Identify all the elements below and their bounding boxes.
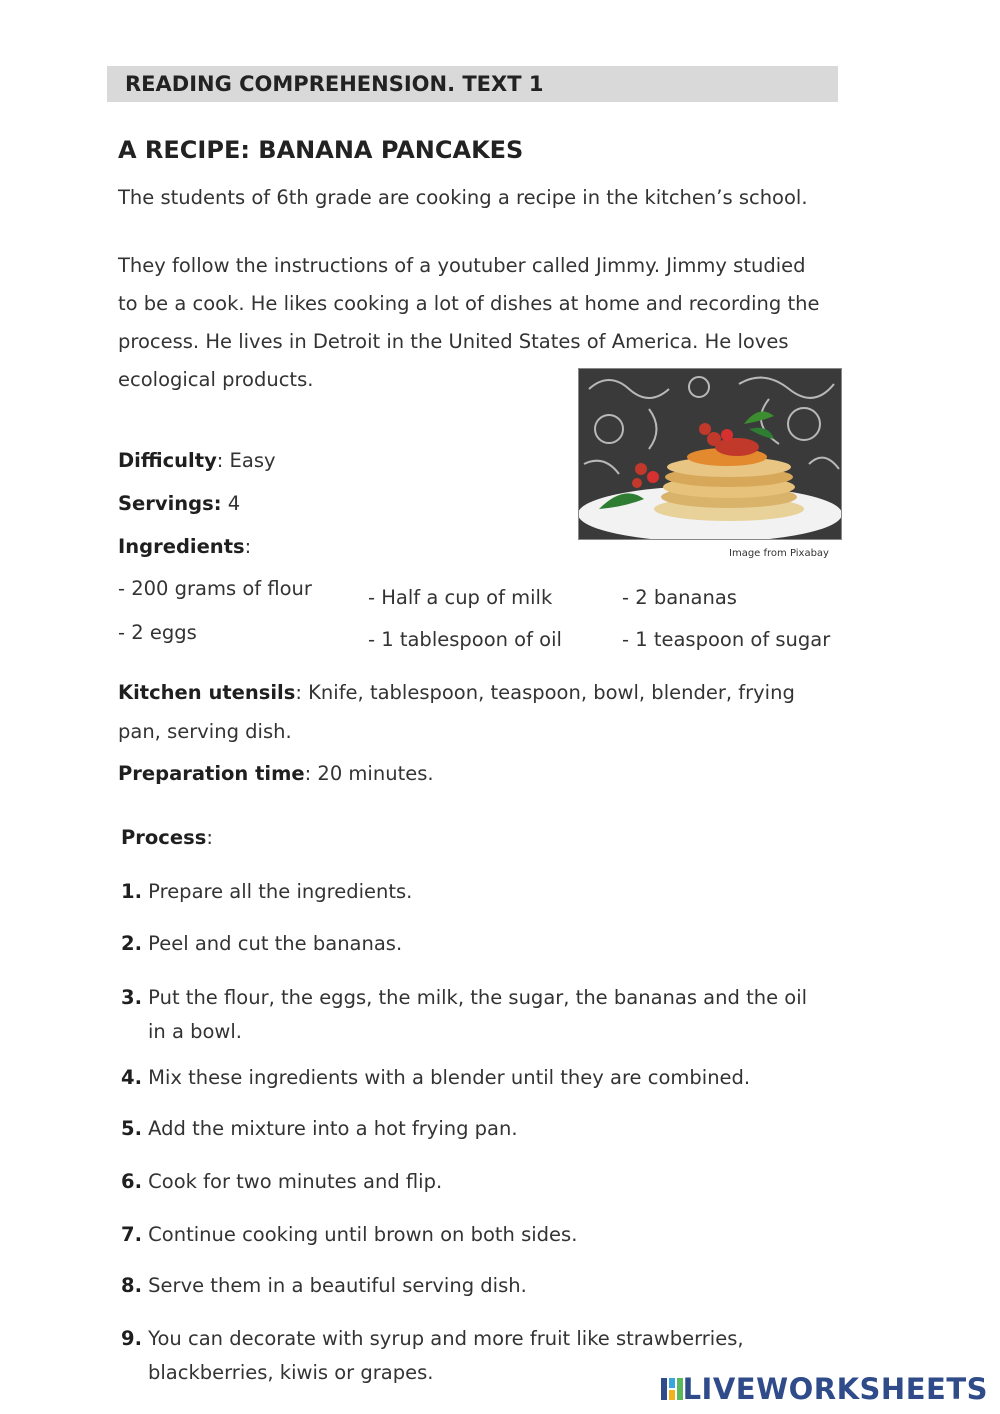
ingredient-item: - Half a cup of milk	[368, 586, 553, 609]
paragraph-line: ecological products.	[118, 368, 314, 391]
step-number: 5.	[121, 1117, 142, 1140]
step-number: 2.	[121, 932, 142, 955]
process-step	[121, 986, 807, 1009]
step-text-line-2: blackberries, kiwis or grapes.	[148, 1361, 434, 1384]
process-colon: :	[206, 826, 213, 849]
step-number: 1.	[121, 880, 142, 903]
step-text: Peel and cut the bananas.	[141, 932, 403, 955]
process-step	[121, 1274, 527, 1297]
process-label: Process	[121, 826, 207, 849]
process-step	[121, 1327, 744, 1350]
difficulty-label: Difficulty	[118, 449, 217, 472]
step-text: Put the flour, the eggs, the milk, the sugar, the bananas and the oil	[141, 986, 808, 1009]
utensils-text: : Knife, tablespoon, teaspoon, bowl, blender, frying	[295, 681, 795, 704]
utensils-line-2: pan, serving dish.	[118, 720, 292, 743]
step-text: Mix these ingredients with a blender until they are combined.	[141, 1066, 751, 1089]
paragraph-line: They follow the instructions of a youtuber called Jimmy. Jimmy studied	[118, 254, 806, 277]
pancake-photo-icon	[579, 369, 841, 539]
intro-text: The students of 6th grade are cooking a recipe in the kitchen’s school.	[118, 186, 808, 209]
ingredients-colon: :	[244, 535, 252, 558]
step-text: Serve them in a beautiful serving dish.	[141, 1274, 527, 1297]
recipe-title: A RECIPE: BANANA PANCAKES	[118, 136, 524, 164]
ingredient-item: - 2 bananas	[622, 586, 737, 609]
step-number: 3.	[121, 986, 142, 1009]
ingredients-heading	[118, 535, 251, 558]
ingredient-item: - 2 eggs	[118, 621, 197, 644]
process-step	[121, 1117, 518, 1140]
process-step	[121, 932, 402, 955]
process-heading	[121, 826, 213, 849]
ingredient-item: - 200 grams of flour	[118, 577, 312, 600]
pancake-photo	[578, 368, 842, 540]
step-number: 4.	[121, 1066, 142, 1089]
step-text: Cook for two minutes and flip.	[141, 1170, 443, 1193]
difficulty-value: : Easy	[216, 449, 276, 472]
step-text-line-2: in a bowl.	[148, 1020, 242, 1043]
ingredient-item: - 1 teaspoon of sugar	[622, 628, 831, 651]
liveworksheets-icon	[661, 1376, 683, 1402]
utensils-label: Kitchen utensils	[118, 681, 296, 704]
difficulty-line	[118, 449, 276, 472]
ingredient-item: - 1 tablespoon of oil	[368, 628, 562, 651]
servings-value: 4	[221, 492, 241, 515]
process-step	[121, 1066, 750, 1089]
process-step	[121, 880, 412, 903]
step-text: You can decorate with syrup and more fruit like strawberries,	[141, 1327, 744, 1350]
ingredients-label: Ingredients	[118, 535, 245, 558]
step-number: 6.	[121, 1170, 142, 1193]
image-caption: Image from Pixabay	[729, 548, 829, 559]
brand-name: LIVEWORKSHEETS	[682, 1372, 988, 1406]
step-number: 8.	[121, 1274, 142, 1297]
servings-line	[118, 492, 240, 515]
header-title: READING COMPREHENSION. TEXT 1	[125, 72, 544, 96]
prep-time-line	[118, 762, 434, 785]
liveworksheets-logo[interactable]	[661, 1372, 988, 1406]
header-bar	[107, 66, 838, 102]
servings-label: Servings:	[118, 492, 222, 515]
step-text: Continue cooking until brown on both sides.	[141, 1223, 578, 1246]
step-number: 7.	[121, 1223, 142, 1246]
prep-time-value: : 20 minutes.	[304, 762, 434, 785]
utensils-line	[118, 681, 795, 704]
process-step	[121, 1223, 577, 1246]
prep-time-label: Preparation time	[118, 762, 305, 785]
step-text: Add the mixture into a hot frying pan.	[141, 1117, 518, 1140]
paragraph-line: process. He lives in Detroit in the United States of America. He loves	[118, 330, 789, 353]
paragraph-line: to be a cook. He likes cooking a lot of dishes at home and recording the	[118, 292, 820, 315]
step-number: 9.	[121, 1327, 142, 1350]
process-step	[121, 1170, 442, 1193]
step-text: Prepare all the ingredients.	[141, 880, 413, 903]
